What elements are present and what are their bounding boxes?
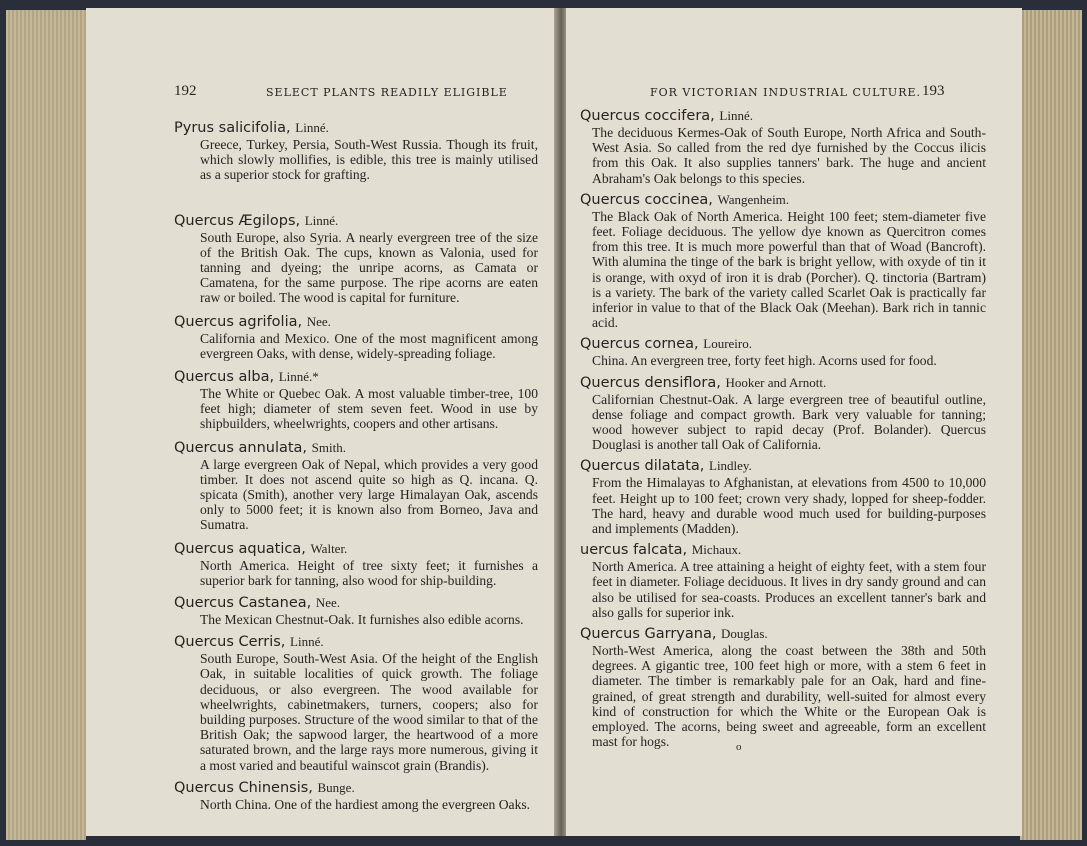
- species-author: Walter.: [310, 540, 348, 556]
- entry-description: The White or Quebec Oak. A most valuable timber-tree, 100 feet high; diameter of stem seven feet. Wood in use by shipbuilders, wheelwrights, coopers and other artisans.: [200, 386, 538, 432]
- species-name: Quercus Garryana,: [580, 626, 717, 643]
- entry-heading: [580, 626, 986, 642]
- entry: [580, 542, 986, 620]
- entry-heading: [174, 780, 538, 796]
- species-author: Linné.: [295, 120, 329, 135]
- species-name: Quercus Ægilops,: [174, 212, 301, 229]
- entry: [580, 336, 986, 368]
- species-author: Linné.*: [278, 369, 319, 385]
- entry-description: Californian Chestnut-Oak. A large evergreen tree of beautiful outline, dense foliage and compact growth. Bark very valuable for tanning; wood however subject to rapid decay (Prof. Bolander). Quercus Douglasi is another tall Oak of California.: [592, 391, 986, 453]
- species-author: Wangenheim.: [717, 191, 790, 207]
- entry-description: The Black Oak of North America. Height 100 feet; stem-diameter five feet. Foliage deciduous. The yellow dye known as Quercitron comes from this tree. It is much more powerful than that of Woad (Bancroft). With alumina the tinge of the bark is bright yellow, with oxyde of tin it is orange, with oxyd of iron it is drab (Porcher). Q. tinctoria (Bartram) is a variety. The bark of the variety called Scarlet Oak is practically far inferior in value to that of the Black Oak (Meehan). Bark rich in tannic acid.: [592, 208, 986, 331]
- entry-heading: [580, 192, 986, 208]
- entry-heading: [580, 108, 986, 124]
- species-author: Hooker and Arnott.: [725, 374, 827, 390]
- species-name: Quercus cornea,: [580, 336, 699, 353]
- entry-description: South Europe, also Syria. A nearly evergreen tree of the size of the British Oak. The cups, known as Valonia, used for tanning and dyeing; the unripe acorns, as Camata or Camatena, for the same purpose. The ripe acorns are eaten raw or boiled. The wood is capital for furniture.: [200, 229, 538, 306]
- species-author: Loureiro.: [703, 336, 752, 352]
- entry-heading: [580, 336, 986, 352]
- entry-heading: [174, 634, 538, 650]
- entry-description: North America. A tree attaining a height of eighty feet, with a stem four feet in diameter. Foliage deciduous. It lives in dry sandy ground and can also be utilised for sea-coasts. Produces an excellent tanner's bark and also galls for superior ink.: [592, 559, 986, 620]
- signature-mark: o: [736, 741, 742, 753]
- running-header: SELECT PLANTS READILY ELIGIBLE: [266, 86, 508, 99]
- entry-description: South Europe, South-West Asia. Of the height of the English Oak, in suitable localities of quick growth. The foliage deciduous, or also evergreen. The wood available for wheelwrights, cabinetmakers, turners, coopers; also for building purposes. Structure of the wood similar to that of the British Oak; the sapwood larger, the heartwood of a more saturated brown, and the large rays more numerous, giving it a most varied and beautiful wainscot grain (Brandis).: [200, 651, 538, 773]
- species-name: Quercus Castanea,: [174, 595, 312, 612]
- entry: [174, 634, 538, 773]
- species-name: Quercus dilatata,: [580, 458, 705, 475]
- entry-description: Greece, Turkey, Persia, South-West Russia. Though its fruit, which slowly mollifies, is edible, this tree is mainly utilised as a superior stock for grafting.: [200, 137, 538, 183]
- species-name: Quercus agrifolia,: [174, 313, 303, 330]
- species-name: Pyrus salicifolia,: [174, 120, 291, 136]
- species-name: Quercus coccinea,: [580, 191, 713, 208]
- species-author: Linné.: [719, 108, 753, 123]
- species-author: Nee.: [306, 313, 331, 329]
- entry-list: [580, 108, 986, 750]
- species-name: Quercus alba,: [174, 369, 275, 386]
- entry-heading: [174, 314, 538, 330]
- entry-description: California and Mexico. One of the most magnificent among evergreen Oaks, with dense, widely-spreading foliage.: [200, 330, 538, 361]
- species-author: Bunge.: [317, 779, 355, 795]
- species-name: Quercus Chinensis,: [174, 779, 313, 796]
- page-number: 193: [922, 83, 945, 99]
- species-name: Quercus densiflora,: [580, 374, 721, 391]
- book-edge-left: [6, 10, 86, 840]
- entry-heading: [174, 120, 538, 136]
- entry: [580, 192, 986, 331]
- entry-heading: [580, 375, 986, 391]
- entry: [174, 369, 538, 432]
- book-edge-right: [1020, 10, 1082, 840]
- entry-description: From the Himalayas to Afghanistan, at elevations from 4500 to 10,000 feet. Height up to 100 feet; crown very shady, lopped for sheep-fodder. The hard, heavy and durable wood much used for building-purposes and implements (Madden).: [592, 475, 986, 537]
- entry: [174, 314, 538, 361]
- entry: [174, 120, 538, 183]
- entry-description: North America. Height of tree sixty feet; it furnishes a superior bark for tanning, also wood for ship-building.: [200, 557, 538, 588]
- entry-description: China. An evergreen tree, forty feet high. Acorns used for food.: [592, 353, 937, 369]
- species-author: Linné.: [304, 212, 339, 228]
- entry: [580, 108, 986, 186]
- entry: [580, 375, 986, 453]
- species-name: Quercus annulata,: [174, 439, 308, 456]
- species-author: Nee.: [315, 595, 341, 611]
- entry-heading: [174, 369, 538, 385]
- species-name: uercus falcata,: [580, 542, 688, 559]
- entry-heading: [580, 458, 986, 474]
- entry-heading: [174, 541, 538, 557]
- entry-description: North China. One of the hardiest among the evergreen Oaks.: [200, 796, 531, 812]
- entry: [174, 541, 538, 588]
- running-header: FOR VICTORIAN INDUSTRIAL CULTURE.: [650, 86, 921, 99]
- entry-heading: [174, 595, 538, 611]
- entry-heading: [174, 213, 538, 229]
- entry-description: The deciduous Kermes-Oak of South Europe, North Africa and South-West Asia. So called from the red dye furnished by the Coccus ilicis from this Oak. It also supplies tanners' bark. The huge and ancient Abraham's Oak belongs to this species.: [592, 125, 986, 186]
- entry: [174, 213, 538, 306]
- entry-heading: [174, 440, 538, 456]
- right-page: [566, 8, 1022, 836]
- entry-description: The Mexican Chestnut-Oak. It furnishes also edible acorns.: [200, 612, 524, 628]
- left-page: [86, 8, 556, 836]
- species-author: Smith.: [311, 439, 346, 455]
- species-author: Linné.: [290, 634, 324, 650]
- entry-heading: [580, 542, 986, 558]
- entry-list: [174, 120, 538, 812]
- entry: [580, 458, 986, 536]
- entry-description: North-West America, along the coast between the 38th and 50th degrees. A gigantic tree, 100 feet high or more, with a stem 6 feet in diameter. The timber is remarkably pale for an Oak, hard and fine-grained, of great strength and durability, well-suited for almost every kind of construction for which the White or the European Oak is employed. The acorns, being sweet and agreeable, form an excellent mast for hogs.: [592, 643, 986, 750]
- species-author: Michaux.: [691, 542, 742, 558]
- entry-description: A large evergreen Oak of Nepal, which provides a very good timber. It does not ascend quite so high as Q. incana. Q. spicata (Smith), another very large Himalayan Oak, ascends only to 5000 feet; it is known also from Borneo, Java and Sumatra.: [200, 456, 538, 533]
- entry: [174, 440, 538, 533]
- page-number: 192: [174, 83, 197, 99]
- entry: [174, 780, 538, 812]
- species-name: Quercus coccifera,: [580, 108, 715, 124]
- entry: [580, 626, 986, 749]
- species-author: Lindley.: [709, 458, 752, 474]
- entry: [174, 595, 538, 627]
- species-name: Quercus Cerris,: [174, 634, 286, 651]
- species-author: Douglas.: [721, 626, 768, 642]
- species-name: Quercus aquatica,: [174, 540, 306, 557]
